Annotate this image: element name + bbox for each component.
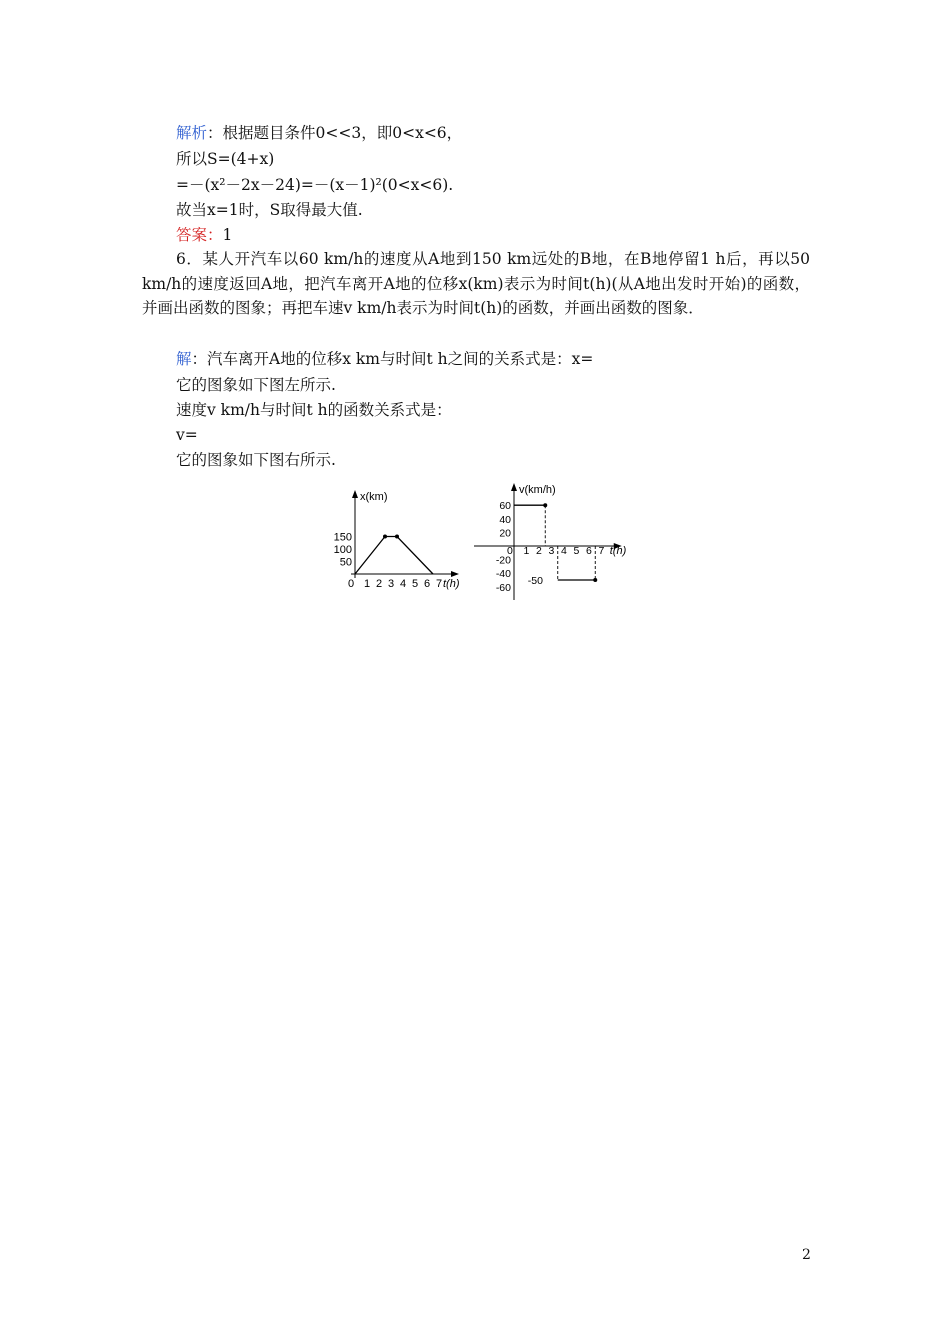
x-tick-label: 7 bbox=[436, 578, 443, 590]
x-tick-label: 3 bbox=[388, 578, 395, 590]
displacement-line bbox=[355, 537, 433, 575]
x-tick-label: 1 bbox=[364, 578, 371, 590]
answer-line bbox=[176, 225, 232, 245]
y-tick-label: 60 bbox=[499, 500, 511, 513]
y-tick-label: 40 bbox=[499, 513, 511, 526]
solution-line-4: v= bbox=[176, 426, 198, 444]
analysis-line-2: 所以S=(4+x) bbox=[176, 150, 275, 168]
x-axis-label: t(h) bbox=[443, 578, 460, 590]
solution-separator: ： bbox=[191, 350, 208, 368]
solution-label: 解 bbox=[176, 350, 192, 368]
x-tick-label: 0 bbox=[348, 578, 355, 590]
analysis-line-3: =－(x²－2x－24)=－(x－1)²(0<x<6). bbox=[176, 176, 454, 194]
x-tick-label: 2 bbox=[536, 545, 542, 557]
y-tick-label: -40 bbox=[495, 568, 511, 581]
y-tick-label: -20 bbox=[495, 554, 511, 567]
displacement-graph bbox=[320, 484, 480, 596]
x-tick-label: 2 bbox=[376, 578, 383, 590]
y-axis-label: v(km/h) bbox=[519, 484, 556, 496]
x-tick-label: 7 bbox=[598, 545, 605, 557]
solution-line-1 bbox=[176, 349, 593, 369]
y-axis-arrow bbox=[511, 483, 517, 491]
y-axis-label: x(km) bbox=[360, 491, 388, 503]
y-axis-arrow bbox=[352, 490, 358, 498]
x-tick-label: 6 bbox=[424, 578, 431, 590]
x-tick-label: 3 bbox=[548, 545, 555, 557]
y-tick-label: 150 bbox=[333, 531, 352, 544]
data-point bbox=[395, 535, 399, 539]
solution-line-2: 它的图象如下图左所示. bbox=[176, 376, 336, 394]
analysis-line-1 bbox=[176, 123, 462, 143]
y-tick-label: 100 bbox=[333, 544, 352, 556]
y-tick-label: 20 bbox=[499, 527, 511, 540]
y-tick-label: -60 bbox=[495, 581, 511, 594]
solution-line-5: 它的图象如下图右所示. bbox=[176, 451, 336, 469]
return-speed-annotation: -50 bbox=[527, 575, 543, 587]
y-tick-label: 50 bbox=[339, 556, 352, 569]
problem-6-text: 6．某人开汽车以60 km/h的速度从A地到150 km远处的B地，在B地停留1 h后，再以50 km/h的速度返回A地，把汽车离开A地的位移x(km)表示为时间t(h)(从A地出发时开始)的函数，并画出函数的图象；再把车速v km/h表示为时间t(h)的函数，并画出函数的图象． bbox=[142, 250, 810, 317]
page-number: 2 bbox=[802, 1247, 811, 1263]
data-point bbox=[383, 535, 387, 539]
x-tick-label: 1 bbox=[523, 545, 530, 557]
analysis-separator: ： bbox=[207, 124, 223, 142]
x-axis-arrow bbox=[451, 571, 459, 577]
x-axis-label: t(h) bbox=[609, 545, 627, 557]
solution-text-1: 汽车离开A地的位移x km与时间t h之间的关系式是：x= bbox=[207, 350, 594, 368]
x-tick-label: 4 bbox=[561, 545, 567, 557]
velocity-graph bbox=[468, 478, 628, 604]
analysis-text-1: 根据题目条件0<<3，即0<x<6， bbox=[222, 124, 463, 142]
analysis-line-4: 故当x=1时，S取得最大值. bbox=[176, 201, 363, 219]
x-tick-label: 5 bbox=[573, 545, 580, 557]
x-tick-label: 4 bbox=[400, 578, 407, 590]
x-tick-label: 5 bbox=[412, 578, 419, 590]
answer-value: 1 bbox=[222, 226, 233, 244]
solution-line-3: 速度v km/h与时间t h的函数关系式是： bbox=[176, 401, 452, 419]
x-tick-label: 0 bbox=[507, 545, 513, 557]
analysis-label: 解析 bbox=[176, 124, 208, 142]
x-tick-label: 6 bbox=[586, 545, 592, 557]
answer-label: 答案： bbox=[176, 226, 223, 244]
